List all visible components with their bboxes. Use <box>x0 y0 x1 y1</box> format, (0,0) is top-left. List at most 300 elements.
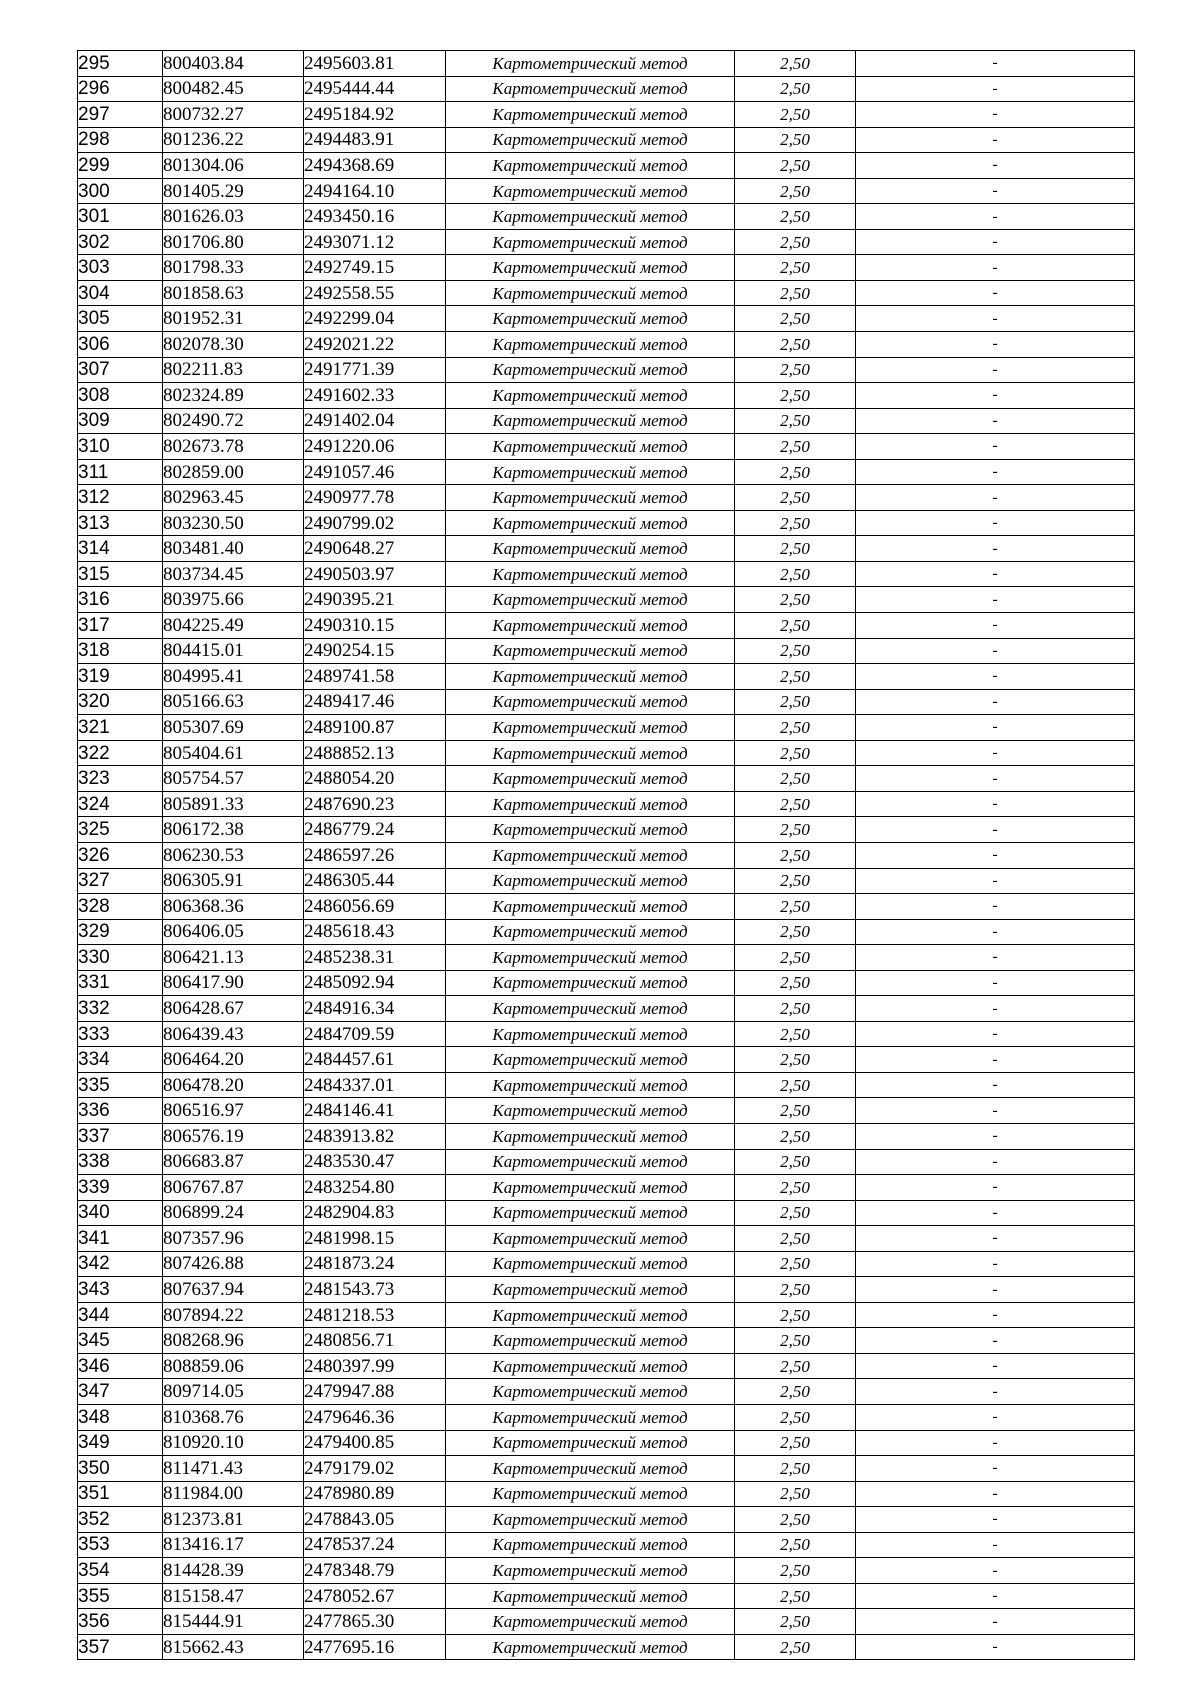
table-row <box>78 1609 1135 1635</box>
table-row <box>78 1634 1135 1660</box>
y-coordinate-cell: 2478843.05 <box>304 1507 446 1533</box>
point-number-cell: 301 <box>78 204 163 230</box>
accuracy-cell: 2,50 <box>735 510 856 536</box>
method-cell: Картометрический метод <box>446 1123 735 1149</box>
y-coordinate-cell: 2492558.55 <box>304 280 446 306</box>
accuracy-cell: 2,50 <box>735 1583 856 1609</box>
accuracy-cell: 2,50 <box>735 255 856 281</box>
y-coordinate-cell: 2486056.69 <box>304 894 446 920</box>
x-coordinate-cell: 807426.88 <box>163 1251 304 1277</box>
point-number-cell: 334 <box>78 1047 163 1073</box>
x-coordinate-cell: 806428.67 <box>163 996 304 1022</box>
accuracy-cell: 2,50 <box>735 1353 856 1379</box>
y-coordinate-cell: 2491771.39 <box>304 357 446 383</box>
method-cell: Картометрический метод <box>446 536 735 562</box>
method-cell: Картометрический метод <box>446 127 735 153</box>
accuracy-cell: 2,50 <box>735 204 856 230</box>
point-number-cell: 330 <box>78 945 163 971</box>
x-coordinate-cell: 801706.80 <box>163 229 304 255</box>
table-row <box>78 1098 1135 1124</box>
description-cell: - <box>856 280 1135 306</box>
x-coordinate-cell: 807357.96 <box>163 1226 304 1252</box>
table-row <box>78 1507 1135 1533</box>
description-cell: - <box>856 102 1135 128</box>
description-cell: - <box>856 536 1135 562</box>
table-row <box>78 945 1135 971</box>
description-cell: - <box>856 357 1135 383</box>
point-number-cell: 311 <box>78 459 163 485</box>
description-cell: - <box>856 1021 1135 1047</box>
y-coordinate-cell: 2478980.89 <box>304 1481 446 1507</box>
table-row <box>78 970 1135 996</box>
description-cell: - <box>856 76 1135 102</box>
table-row <box>78 1251 1135 1277</box>
accuracy-cell: 2,50 <box>735 1047 856 1073</box>
x-coordinate-cell: 810368.76 <box>163 1404 304 1430</box>
table-row <box>78 1532 1135 1558</box>
point-number-cell: 333 <box>78 1021 163 1047</box>
method-cell: Картометрический метод <box>446 1175 735 1201</box>
method-cell: Картометрический метод <box>446 740 735 766</box>
table-row <box>78 127 1135 153</box>
description-cell: - <box>856 1251 1135 1277</box>
accuracy-cell: 2,50 <box>735 1481 856 1507</box>
description-cell: - <box>856 970 1135 996</box>
accuracy-cell: 2,50 <box>735 1609 856 1635</box>
accuracy-cell: 2,50 <box>735 638 856 664</box>
method-cell: Картометрический метод <box>446 102 735 128</box>
method-cell: Картометрический метод <box>446 1047 735 1073</box>
table-row <box>78 1200 1135 1226</box>
table-row <box>78 280 1135 306</box>
y-coordinate-cell: 2484337.01 <box>304 1072 446 1098</box>
x-coordinate-cell: 805891.33 <box>163 791 304 817</box>
accuracy-cell: 2,50 <box>735 536 856 562</box>
point-number-cell: 313 <box>78 510 163 536</box>
method-cell: Картометрический метод <box>446 1379 735 1405</box>
y-coordinate-cell: 2489417.46 <box>304 689 446 715</box>
y-coordinate-cell: 2477695.16 <box>304 1634 446 1660</box>
table-row <box>78 1379 1135 1405</box>
point-number-cell: 299 <box>78 153 163 179</box>
description-cell: - <box>856 868 1135 894</box>
x-coordinate-cell: 806305.91 <box>163 868 304 894</box>
x-coordinate-cell: 812373.81 <box>163 1507 304 1533</box>
x-coordinate-cell: 815662.43 <box>163 1634 304 1660</box>
y-coordinate-cell: 2492749.15 <box>304 255 446 281</box>
accuracy-cell: 2,50 <box>735 894 856 920</box>
method-cell: Картометрический метод <box>446 894 735 920</box>
accuracy-cell: 2,50 <box>735 1251 856 1277</box>
table-row <box>78 996 1135 1022</box>
description-cell: - <box>856 1430 1135 1456</box>
method-cell: Картометрический метод <box>446 996 735 1022</box>
method-cell: Картометрический метод <box>446 383 735 409</box>
y-coordinate-cell: 2493450.16 <box>304 204 446 230</box>
x-coordinate-cell: 807637.94 <box>163 1277 304 1303</box>
table-row <box>78 306 1135 332</box>
x-coordinate-cell: 811984.00 <box>163 1481 304 1507</box>
point-number-cell: 332 <box>78 996 163 1022</box>
table-row <box>78 1481 1135 1507</box>
x-coordinate-cell: 806767.87 <box>163 1175 304 1201</box>
y-coordinate-cell: 2483530.47 <box>304 1149 446 1175</box>
method-cell: Картометрический метод <box>446 919 735 945</box>
x-coordinate-cell: 801798.33 <box>163 255 304 281</box>
point-number-cell: 335 <box>78 1072 163 1098</box>
y-coordinate-cell: 2493071.12 <box>304 229 446 255</box>
y-coordinate-cell: 2490395.21 <box>304 587 446 613</box>
y-coordinate-cell: 2481873.24 <box>304 1251 446 1277</box>
accuracy-cell: 2,50 <box>735 51 856 77</box>
point-number-cell: 310 <box>78 434 163 460</box>
x-coordinate-cell: 806683.87 <box>163 1149 304 1175</box>
x-coordinate-cell: 814428.39 <box>163 1558 304 1584</box>
point-number-cell: 309 <box>78 408 163 434</box>
accuracy-cell: 2,50 <box>735 1456 856 1482</box>
point-number-cell: 322 <box>78 740 163 766</box>
method-cell: Картометрический метод <box>446 970 735 996</box>
point-number-cell: 308 <box>78 383 163 409</box>
point-number-cell: 324 <box>78 791 163 817</box>
accuracy-cell: 2,50 <box>735 868 856 894</box>
accuracy-cell: 2,50 <box>735 1149 856 1175</box>
accuracy-cell: 2,50 <box>735 996 856 1022</box>
accuracy-cell: 2,50 <box>735 766 856 792</box>
y-coordinate-cell: 2494164.10 <box>304 178 446 204</box>
point-number-cell: 345 <box>78 1328 163 1354</box>
table-row <box>78 1583 1135 1609</box>
accuracy-cell: 2,50 <box>735 740 856 766</box>
point-number-cell: 306 <box>78 332 163 358</box>
point-number-cell: 314 <box>78 536 163 562</box>
point-number-cell: 302 <box>78 229 163 255</box>
method-cell: Картометрический метод <box>446 255 735 281</box>
x-coordinate-cell: 806464.20 <box>163 1047 304 1073</box>
method-cell: Картометрический метод <box>446 715 735 741</box>
x-coordinate-cell: 801405.29 <box>163 178 304 204</box>
description-cell: - <box>856 1532 1135 1558</box>
y-coordinate-cell: 2486779.24 <box>304 817 446 843</box>
table-row <box>78 1123 1135 1149</box>
x-coordinate-cell: 801858.63 <box>163 280 304 306</box>
accuracy-cell: 2,50 <box>735 689 856 715</box>
x-coordinate-cell: 806406.05 <box>163 919 304 945</box>
y-coordinate-cell: 2494368.69 <box>304 153 446 179</box>
description-cell: - <box>856 1379 1135 1405</box>
description-cell: - <box>856 1404 1135 1430</box>
y-coordinate-cell: 2485618.43 <box>304 919 446 945</box>
table-row <box>78 536 1135 562</box>
point-number-cell: 354 <box>78 1558 163 1584</box>
description-cell: - <box>856 1072 1135 1098</box>
table-row <box>78 842 1135 868</box>
accuracy-cell: 2,50 <box>735 459 856 485</box>
y-coordinate-cell: 2483913.82 <box>304 1123 446 1149</box>
y-coordinate-cell: 2495444.44 <box>304 76 446 102</box>
method-cell: Картометрический метод <box>446 561 735 587</box>
description-cell: - <box>856 1481 1135 1507</box>
y-coordinate-cell: 2481998.15 <box>304 1226 446 1252</box>
accuracy-cell: 2,50 <box>735 817 856 843</box>
table-row <box>78 459 1135 485</box>
description-cell: - <box>856 1200 1135 1226</box>
x-coordinate-cell: 806478.20 <box>163 1072 304 1098</box>
description-cell: - <box>856 255 1135 281</box>
description-cell: - <box>856 127 1135 153</box>
description-cell: - <box>856 664 1135 690</box>
x-coordinate-cell: 806417.90 <box>163 970 304 996</box>
accuracy-cell: 2,50 <box>735 332 856 358</box>
table-row <box>78 204 1135 230</box>
table-row <box>78 1021 1135 1047</box>
y-coordinate-cell: 2494483.91 <box>304 127 446 153</box>
x-coordinate-cell: 801626.03 <box>163 204 304 230</box>
x-coordinate-cell: 805166.63 <box>163 689 304 715</box>
y-coordinate-cell: 2489741.58 <box>304 664 446 690</box>
method-cell: Картометрический метод <box>446 1149 735 1175</box>
point-number-cell: 327 <box>78 868 163 894</box>
method-cell: Картометрический метод <box>446 587 735 613</box>
table-row <box>78 102 1135 128</box>
table-row <box>78 178 1135 204</box>
x-coordinate-cell: 802324.89 <box>163 383 304 409</box>
y-coordinate-cell: 2491220.06 <box>304 434 446 460</box>
table-row <box>78 229 1135 255</box>
method-cell: Картометрический метод <box>446 842 735 868</box>
description-cell: - <box>856 638 1135 664</box>
point-number-cell: 338 <box>78 1149 163 1175</box>
table-row <box>78 1072 1135 1098</box>
x-coordinate-cell: 802490.72 <box>163 408 304 434</box>
x-coordinate-cell: 804225.49 <box>163 613 304 639</box>
point-number-cell: 307 <box>78 357 163 383</box>
method-cell: Картометрический метод <box>446 791 735 817</box>
x-coordinate-cell: 805404.61 <box>163 740 304 766</box>
point-number-cell: 341 <box>78 1226 163 1252</box>
description-cell: - <box>856 1583 1135 1609</box>
y-coordinate-cell: 2484457.61 <box>304 1047 446 1073</box>
x-coordinate-cell: 802963.45 <box>163 485 304 511</box>
x-coordinate-cell: 803734.45 <box>163 561 304 587</box>
description-cell: - <box>856 1098 1135 1124</box>
accuracy-cell: 2,50 <box>735 1175 856 1201</box>
x-coordinate-cell: 813416.17 <box>163 1532 304 1558</box>
description-cell: - <box>856 459 1135 485</box>
table-row <box>78 51 1135 77</box>
point-number-cell: 357 <box>78 1634 163 1660</box>
accuracy-cell: 2,50 <box>735 1558 856 1584</box>
accuracy-cell: 2,50 <box>735 613 856 639</box>
accuracy-cell: 2,50 <box>735 1430 856 1456</box>
description-cell: - <box>856 613 1135 639</box>
point-number-cell: 353 <box>78 1532 163 1558</box>
point-number-cell: 343 <box>78 1277 163 1303</box>
y-coordinate-cell: 2478348.79 <box>304 1558 446 1584</box>
description-cell: - <box>856 306 1135 332</box>
description-cell: - <box>856 1277 1135 1303</box>
method-cell: Картометрический метод <box>446 1634 735 1660</box>
method-cell: Картометрический метод <box>446 1277 735 1303</box>
x-coordinate-cell: 810920.10 <box>163 1430 304 1456</box>
y-coordinate-cell: 2491402.04 <box>304 408 446 434</box>
table-row <box>78 791 1135 817</box>
description-cell: - <box>856 587 1135 613</box>
point-number-cell: 304 <box>78 280 163 306</box>
description-cell: - <box>856 817 1135 843</box>
x-coordinate-cell: 806899.24 <box>163 1200 304 1226</box>
method-cell: Картометрический метод <box>446 1532 735 1558</box>
method-cell: Картометрический метод <box>446 434 735 460</box>
x-coordinate-cell: 806368.36 <box>163 894 304 920</box>
y-coordinate-cell: 2492299.04 <box>304 306 446 332</box>
accuracy-cell: 2,50 <box>735 945 856 971</box>
y-coordinate-cell: 2495603.81 <box>304 51 446 77</box>
description-cell: - <box>856 153 1135 179</box>
y-coordinate-cell: 2486305.44 <box>304 868 446 894</box>
y-coordinate-cell: 2480856.71 <box>304 1328 446 1354</box>
x-coordinate-cell: 806230.53 <box>163 842 304 868</box>
point-number-cell: 331 <box>78 970 163 996</box>
accuracy-cell: 2,50 <box>735 1123 856 1149</box>
point-number-cell: 352 <box>78 1507 163 1533</box>
accuracy-cell: 2,50 <box>735 1098 856 1124</box>
description-cell: - <box>856 408 1135 434</box>
method-cell: Картометрический метод <box>446 1430 735 1456</box>
y-coordinate-cell: 2495184.92 <box>304 102 446 128</box>
point-number-cell: 321 <box>78 715 163 741</box>
table-row <box>78 1558 1135 1584</box>
point-number-cell: 346 <box>78 1353 163 1379</box>
method-cell: Картометрический метод <box>446 1072 735 1098</box>
x-coordinate-cell: 801952.31 <box>163 306 304 332</box>
accuracy-cell: 2,50 <box>735 383 856 409</box>
method-cell: Картометрический метод <box>446 1200 735 1226</box>
method-cell: Картометрический метод <box>446 229 735 255</box>
point-number-cell: 339 <box>78 1175 163 1201</box>
table-row <box>78 1328 1135 1354</box>
y-coordinate-cell: 2489100.87 <box>304 715 446 741</box>
method-cell: Картометрический метод <box>446 1302 735 1328</box>
point-number-cell: 329 <box>78 919 163 945</box>
accuracy-cell: 2,50 <box>735 1021 856 1047</box>
y-coordinate-cell: 2481543.73 <box>304 1277 446 1303</box>
y-coordinate-cell: 2485238.31 <box>304 945 446 971</box>
y-coordinate-cell: 2488054.20 <box>304 766 446 792</box>
description-cell: - <box>856 1634 1135 1660</box>
y-coordinate-cell: 2492021.22 <box>304 332 446 358</box>
point-number-cell: 350 <box>78 1456 163 1482</box>
point-number-cell: 312 <box>78 485 163 511</box>
method-cell: Картометрический метод <box>446 332 735 358</box>
method-cell: Картометрический метод <box>446 76 735 102</box>
x-coordinate-cell: 809714.05 <box>163 1379 304 1405</box>
y-coordinate-cell: 2486597.26 <box>304 842 446 868</box>
method-cell: Картометрический метод <box>446 306 735 332</box>
table-row <box>78 919 1135 945</box>
accuracy-cell: 2,50 <box>735 1634 856 1660</box>
method-cell: Картометрический метод <box>446 638 735 664</box>
point-number-cell: 356 <box>78 1609 163 1635</box>
method-cell: Картометрический метод <box>446 868 735 894</box>
x-coordinate-cell: 802211.83 <box>163 357 304 383</box>
point-number-cell: 296 <box>78 76 163 102</box>
method-cell: Картометрический метод <box>446 1609 735 1635</box>
accuracy-cell: 2,50 <box>735 178 856 204</box>
accuracy-cell: 2,50 <box>735 127 856 153</box>
table-row <box>78 1404 1135 1430</box>
y-coordinate-cell: 2490503.97 <box>304 561 446 587</box>
y-coordinate-cell: 2490799.02 <box>304 510 446 536</box>
y-coordinate-cell: 2485092.94 <box>304 970 446 996</box>
table-row <box>78 740 1135 766</box>
table-row <box>78 332 1135 358</box>
accuracy-cell: 2,50 <box>735 485 856 511</box>
point-number-cell: 320 <box>78 689 163 715</box>
description-cell: - <box>856 1302 1135 1328</box>
description-cell: - <box>856 1047 1135 1073</box>
point-number-cell: 318 <box>78 638 163 664</box>
accuracy-cell: 2,50 <box>735 434 856 460</box>
x-coordinate-cell: 800482.45 <box>163 76 304 102</box>
y-coordinate-cell: 2481218.53 <box>304 1302 446 1328</box>
point-number-cell: 342 <box>78 1251 163 1277</box>
y-coordinate-cell: 2478052.67 <box>304 1583 446 1609</box>
table-row <box>78 383 1135 409</box>
x-coordinate-cell: 804415.01 <box>163 638 304 664</box>
method-cell: Картометрический метод <box>446 1481 735 1507</box>
point-number-cell: 295 <box>78 51 163 77</box>
y-coordinate-cell: 2483254.80 <box>304 1175 446 1201</box>
accuracy-cell: 2,50 <box>735 715 856 741</box>
point-number-cell: 317 <box>78 613 163 639</box>
y-coordinate-cell: 2484916.34 <box>304 996 446 1022</box>
description-cell: - <box>856 996 1135 1022</box>
x-coordinate-cell: 806172.38 <box>163 817 304 843</box>
coordinates-table-body <box>78 51 1135 1660</box>
y-coordinate-cell: 2491057.46 <box>304 459 446 485</box>
point-number-cell: 323 <box>78 766 163 792</box>
description-cell: - <box>856 842 1135 868</box>
description-cell: - <box>856 1226 1135 1252</box>
accuracy-cell: 2,50 <box>735 791 856 817</box>
y-coordinate-cell: 2490254.15 <box>304 638 446 664</box>
accuracy-cell: 2,50 <box>735 1277 856 1303</box>
table-row <box>78 587 1135 613</box>
point-number-cell: 347 <box>78 1379 163 1405</box>
accuracy-cell: 2,50 <box>735 664 856 690</box>
y-coordinate-cell: 2477865.30 <box>304 1609 446 1635</box>
point-number-cell: 316 <box>78 587 163 613</box>
x-coordinate-cell: 804995.41 <box>163 664 304 690</box>
method-cell: Картометрический метод <box>446 1404 735 1430</box>
point-number-cell: 355 <box>78 1583 163 1609</box>
method-cell: Картометрический метод <box>446 1583 735 1609</box>
accuracy-cell: 2,50 <box>735 102 856 128</box>
accuracy-cell: 2,50 <box>735 306 856 332</box>
accuracy-cell: 2,50 <box>735 1507 856 1533</box>
description-cell: - <box>856 1456 1135 1482</box>
table-row <box>78 689 1135 715</box>
description-cell: - <box>856 766 1135 792</box>
description-cell: - <box>856 740 1135 766</box>
x-coordinate-cell: 808859.06 <box>163 1353 304 1379</box>
accuracy-cell: 2,50 <box>735 1328 856 1354</box>
description-cell: - <box>856 1328 1135 1354</box>
x-coordinate-cell: 801236.22 <box>163 127 304 153</box>
description-cell: - <box>856 1175 1135 1201</box>
method-cell: Картометрический метод <box>446 613 735 639</box>
